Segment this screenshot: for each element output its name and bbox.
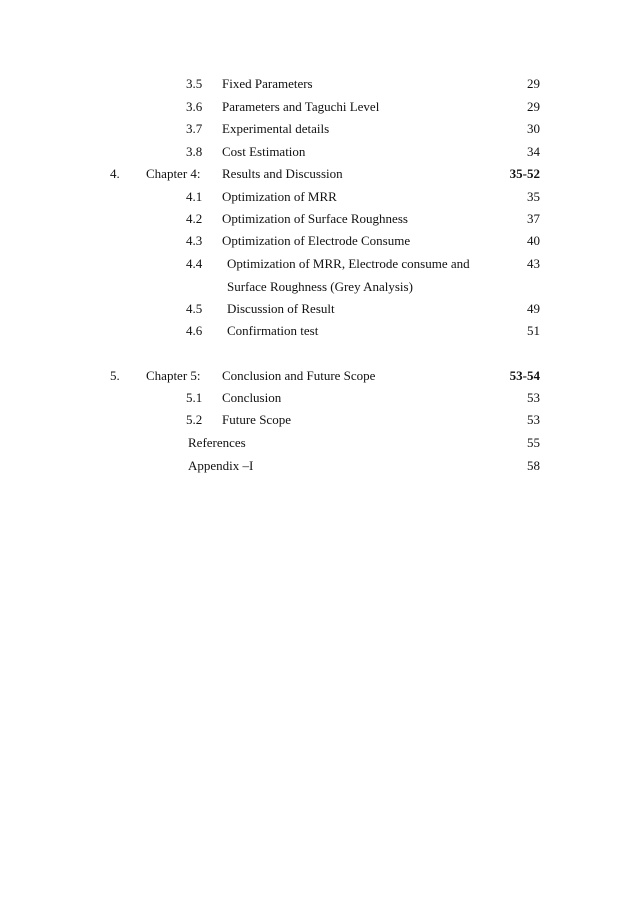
toc-chapter-row xyxy=(0,165,638,183)
section-number: 4.5 xyxy=(186,301,203,316)
section-number: 4.3 xyxy=(186,233,203,248)
toc-chapter-row xyxy=(0,367,638,385)
chapter-number: 4. xyxy=(110,166,120,181)
references-title: References xyxy=(188,435,246,450)
section-number: 4.2 xyxy=(186,211,203,226)
chapter-title: Results and Discussion xyxy=(222,166,343,181)
page-number: 49 xyxy=(527,301,540,316)
section-number: 4.1 xyxy=(186,189,203,204)
page-number: 29 xyxy=(527,76,540,91)
section-number: 3.7 xyxy=(186,121,203,136)
chapter-number: 5. xyxy=(110,368,120,383)
chapter-title: Conclusion and Future Scope xyxy=(222,368,376,383)
section-number: 3.5 xyxy=(186,76,203,91)
page-number: 53 xyxy=(527,390,540,405)
section-title: Optimization of Electrode Consume xyxy=(222,233,411,248)
toc-row xyxy=(0,120,638,138)
appendix-title: Appendix –I xyxy=(188,458,254,473)
toc-row xyxy=(0,300,638,318)
toc-row xyxy=(0,434,638,452)
chapter-label: Chapter 5: xyxy=(146,368,201,383)
chapter-label: Chapter 4: xyxy=(146,166,201,181)
toc-row-continuation xyxy=(0,278,638,296)
toc-row xyxy=(0,75,638,93)
section-title: Confirmation test xyxy=(227,323,319,338)
section-number: 4.4 xyxy=(186,256,203,271)
section-number: 3.6 xyxy=(186,99,203,114)
toc-row xyxy=(0,232,638,250)
toc-row xyxy=(0,457,638,475)
toc-row xyxy=(0,322,638,340)
toc-row xyxy=(0,98,638,116)
page-number: 53 xyxy=(527,412,540,427)
page-number: 43 xyxy=(527,256,540,271)
page-range: 35-52 xyxy=(509,166,540,181)
section-title: Parameters and Taguchi Level xyxy=(222,99,380,114)
section-number: 4.6 xyxy=(186,323,203,338)
section-title: Optimization of Surface Roughness xyxy=(222,211,408,226)
toc-row xyxy=(0,389,638,407)
page-range: 53-54 xyxy=(509,368,540,383)
page-number: 40 xyxy=(527,233,540,248)
section-title: Fixed Parameters xyxy=(222,76,313,91)
page-number: 29 xyxy=(527,99,540,114)
page-number: 51 xyxy=(527,323,540,338)
page-number: 34 xyxy=(527,144,540,159)
toc-row xyxy=(0,255,638,273)
toc-row xyxy=(0,210,638,228)
page-number: 30 xyxy=(527,121,540,136)
section-title-line2: Surface Roughness (Grey Analysis) xyxy=(227,279,413,294)
page-number: 35 xyxy=(527,189,540,204)
section-title: Optimization of MRR, Electrode consume and xyxy=(227,256,470,271)
toc-row xyxy=(0,411,638,429)
toc-row xyxy=(0,188,638,206)
section-title: Optimization of MRR xyxy=(222,189,337,204)
section-title: Discussion of Result xyxy=(227,301,335,316)
toc-row xyxy=(0,143,638,161)
section-title: Future Scope xyxy=(222,412,291,427)
page-number: 37 xyxy=(527,211,540,226)
page-number: 58 xyxy=(527,458,540,473)
section-number: 5.2 xyxy=(186,412,203,427)
section-number: 3.8 xyxy=(186,144,203,159)
page-number: 55 xyxy=(527,435,540,450)
section-title: Conclusion xyxy=(222,390,282,405)
section-number: 5.1 xyxy=(186,390,203,405)
section-title: Cost Estimation xyxy=(222,144,306,159)
section-title: Experimental details xyxy=(222,121,330,136)
